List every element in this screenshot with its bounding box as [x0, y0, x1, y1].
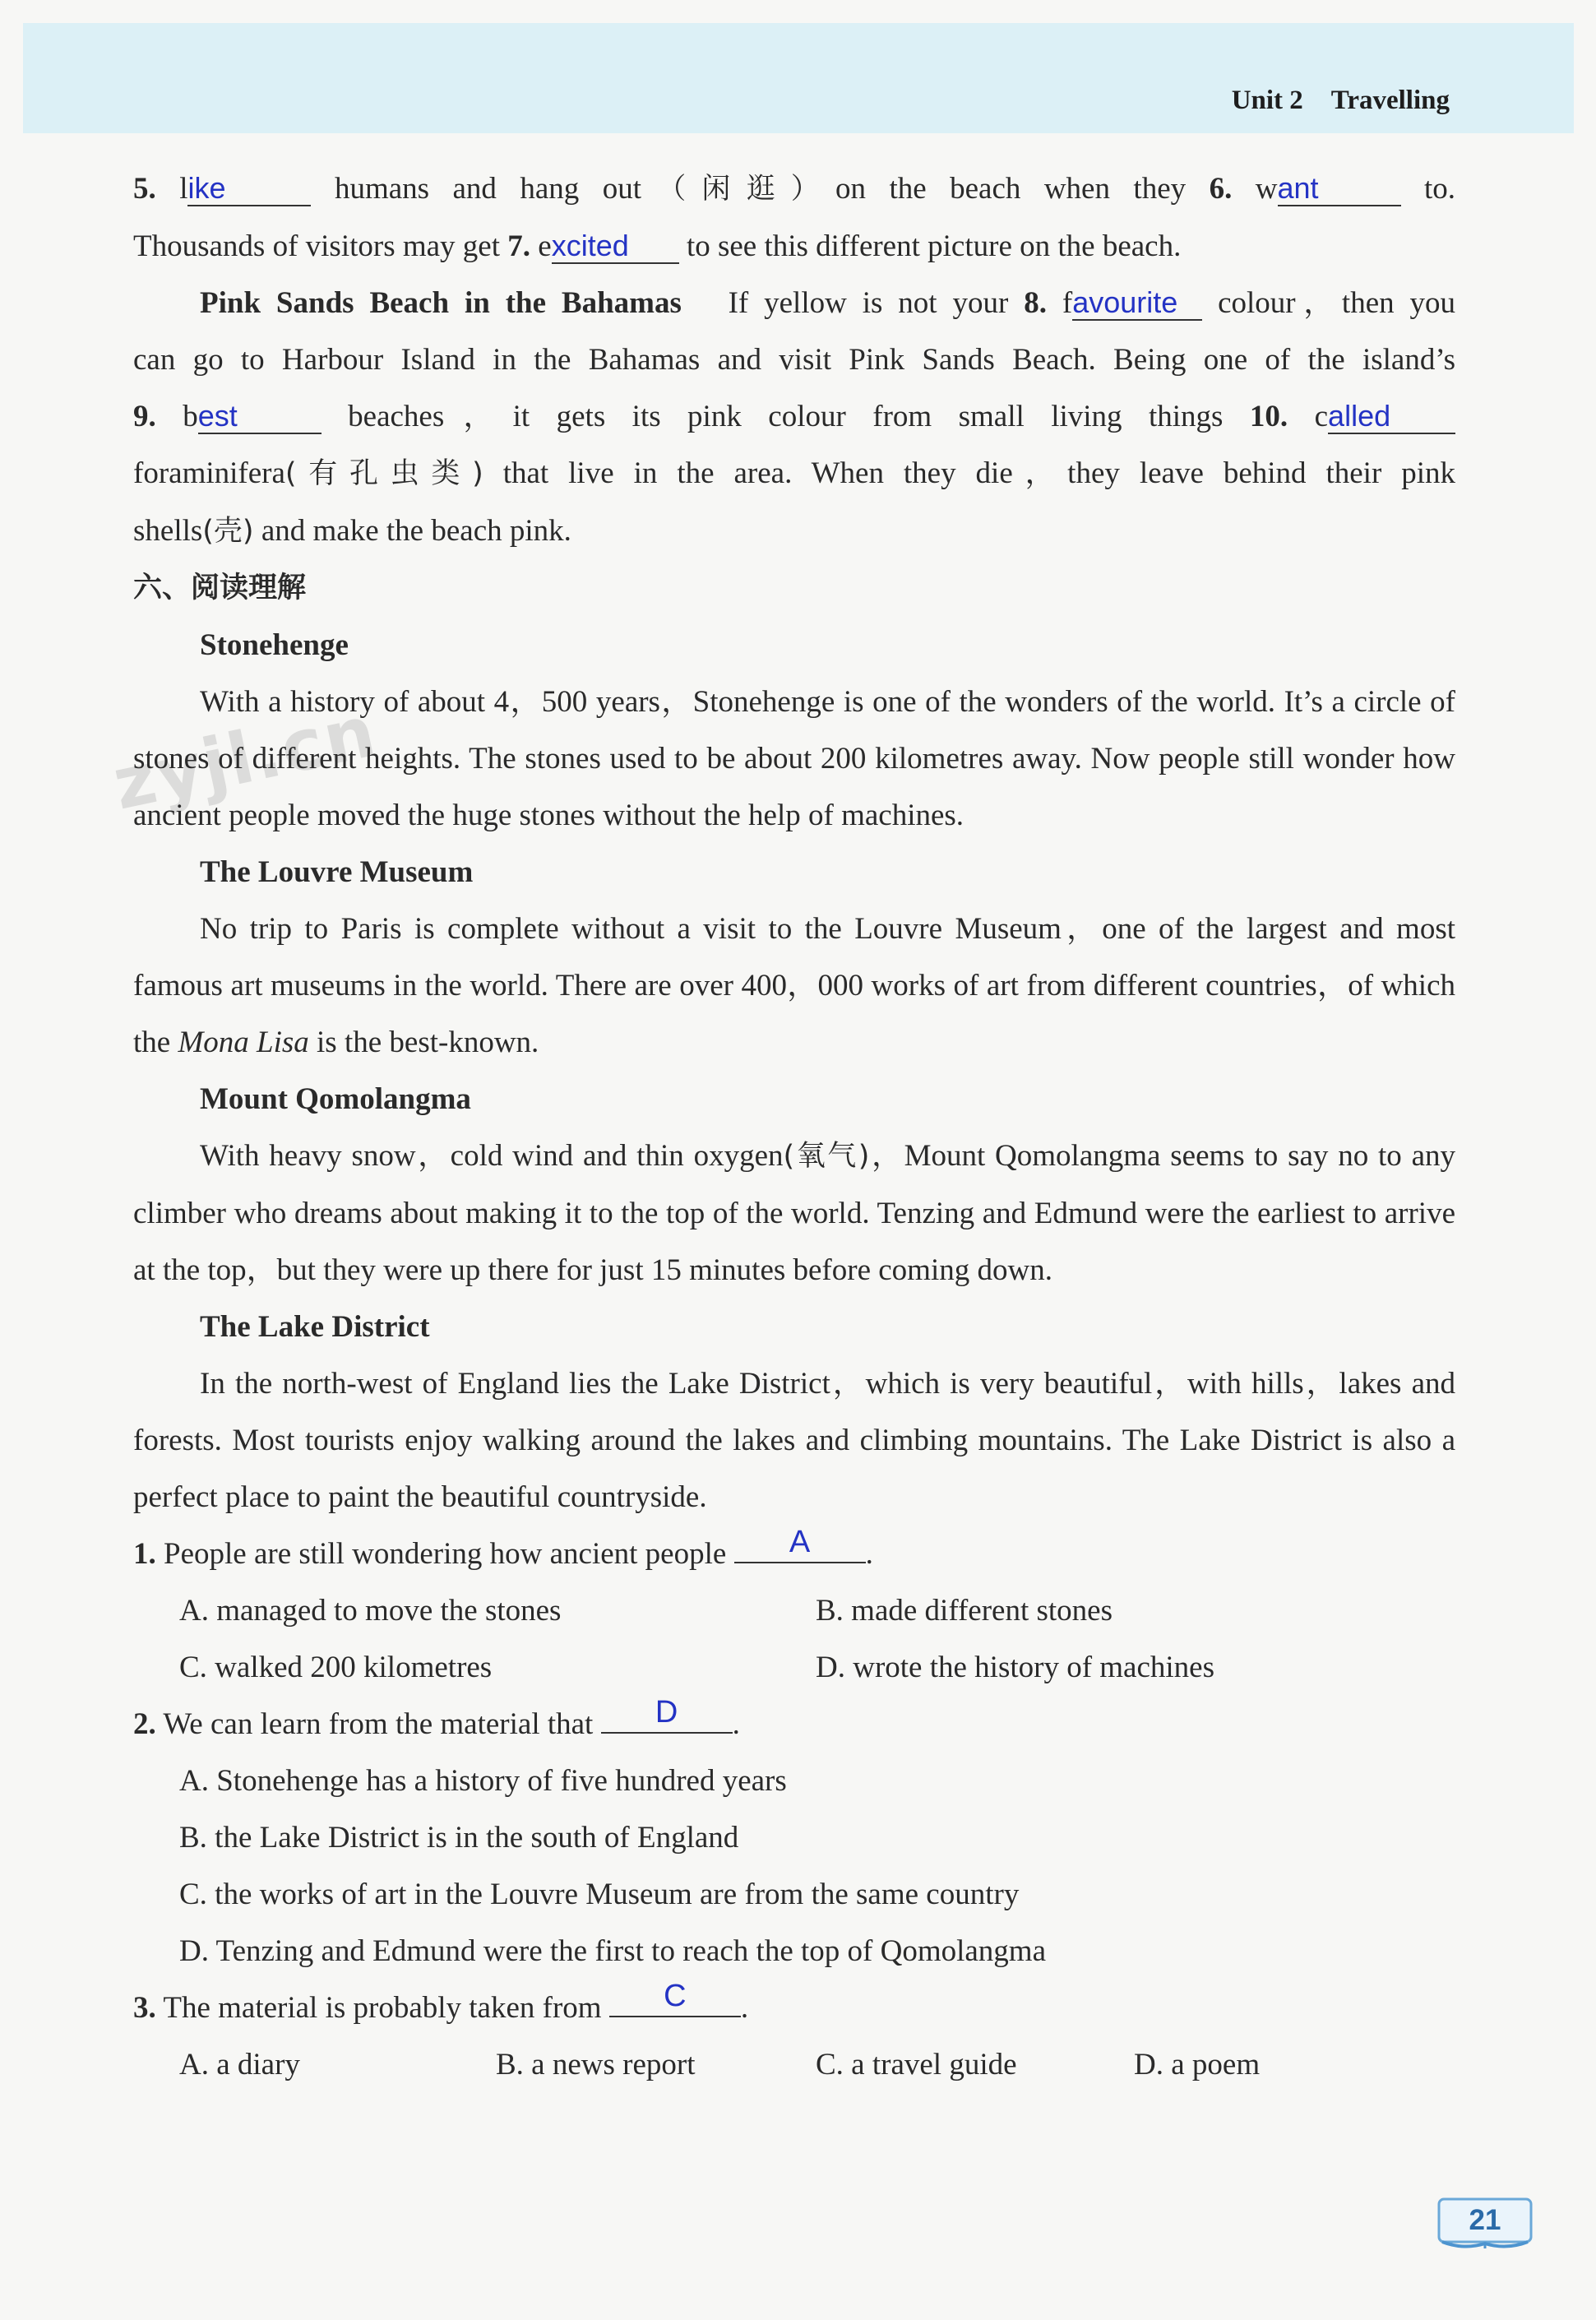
option-3c[interactable]: C. a travel guide — [816, 2048, 1017, 2082]
question-1-options-row2 — [179, 1639, 1455, 1696]
passage-louvre: No trip to Paris is complete without a visit to the Louvre Museum，one of the largest and most famous art museums in the world. There are over 400，000 works of art from different countries，of which the Mona Lisa is the best-known. — [133, 912, 1455, 1059]
passage-heading-qomolangma: Mount Qomolangma — [200, 1082, 471, 1116]
answer-blank-2[interactable]: D — [601, 1699, 733, 1734]
question-1-options — [179, 1582, 1455, 1639]
passage-heading-louvre: The Louvre Museum — [200, 855, 474, 889]
section-6-title: 六、阅读理解 — [133, 572, 307, 604]
unit-title: Travelling — [1330, 86, 1450, 115]
question-2: 2. We can learn from the material that D . — [133, 1695, 740, 1741]
question-3: 3. The material is probably taken from C . — [133, 1979, 749, 2025]
page-number-badge — [1436, 2196, 1534, 2253]
pink-sands-heading: Pink Sands Beach in the Bahamas — [200, 286, 682, 320]
option-2a[interactable]: A. Stonehenge has a history of five hundred years — [179, 1764, 787, 1798]
cloze-line-3: Pink Sands Beach in the Bahamas If yellow is not your 8. favourite colour，then you — [200, 285, 1456, 320]
question-3-options — [179, 2036, 1455, 2093]
cloze-line-1: 5. like humans and hang out（闲逛）on the beach when they 6. want to. — [133, 171, 1455, 206]
option-1b[interactable]: B. made different stones — [816, 1594, 1113, 1628]
unit-label: Unit 2 — [1231, 86, 1303, 115]
cloze-line-6: foraminifera(有孔虫类) that live in the area. When they die，they leave behind their pink — [133, 456, 1456, 490]
blank-5[interactable]: ike — [187, 172, 311, 206]
watermark: zyjl.cn — [106, 690, 384, 827]
option-1d[interactable]: D. wrote the history of machines — [816, 1651, 1214, 1684]
blank-10[interactable]: alled — [1328, 400, 1455, 434]
passage-heading-stonehenge: Stonehenge — [200, 628, 349, 662]
answer-blank-3[interactable]: C — [609, 1983, 741, 2017]
blank-8[interactable]: avourite — [1072, 286, 1202, 321]
option-3a[interactable]: A. a diary — [179, 2048, 300, 2082]
blank-6[interactable]: ant — [1278, 172, 1401, 206]
cloze-line-2: Thousands of visitors may get 7. excited to see this different picture on the beach. — [133, 229, 1182, 263]
page-content — [133, 160, 1455, 2093]
cloze-line-7: shells(壳) and make the beach pink. — [133, 514, 571, 548]
passage-lake-district: In the north-west of England lies the Lake District，which is very beautiful，with hills，lakes and forests. Most tourists enjoy walking around the lakes and climbing mountains. The Lake District is also a perfect place to paint the beautiful countryside. — [133, 1367, 1455, 1514]
running-header — [1232, 86, 1450, 116]
blank-7[interactable]: xcited — [552, 229, 679, 264]
option-3d[interactable]: D. a poem — [1134, 2048, 1261, 2082]
option-2c[interactable]: C. the works of art in the Louvre Museum are from the same country — [179, 1878, 1020, 1911]
header-band — [23, 23, 1574, 133]
cloze-line-4: can go to Harbour Island in the Bahamas and visit Pink Sands Beach. Being one of the island’s — [133, 343, 1455, 377]
option-2d[interactable]: D. Tenzing and Edmund were the first to reach the top of Qomolangma — [179, 1934, 1047, 1968]
passage-heading-lake-district: The Lake District — [200, 1310, 430, 1344]
passage-stonehenge: With a history of about 4，500 years，Stonehenge is one of the wonders of the world. It’s a circle of stones of different heights. The stones used to be about 200 kilometres away. Now people still wonder how ancient people moved the huge stones without the help of machines. — [133, 685, 1455, 832]
option-2b[interactable]: B. the Lake District is in the south of England — [179, 1821, 739, 1855]
answer-blank-1[interactable]: A — [734, 1529, 866, 1563]
question-1: 1. People are still wondering how ancient people A . — [133, 1525, 873, 1571]
blank-9[interactable]: est — [198, 400, 322, 434]
option-3b[interactable]: B. a news report — [496, 2048, 696, 2082]
option-1c[interactable]: C. walked 200 kilometres — [179, 1651, 493, 1684]
page-number: 21 — [1469, 2204, 1501, 2236]
passage-qomolangma: With heavy snow，cold wind and thin oxygen(氧气)，Mount Qomolangma seems to say no to any climber who dreams about making it to the top of the world. Tenzing and Edmund were the earliest to arrive at the top，but they were up there for just 15 minutes before coming down. — [133, 1139, 1455, 1287]
option-1a[interactable]: A. managed to move the stones — [179, 1594, 562, 1628]
cloze-line-5: 9. best beaches，it gets its pink colour from small living things 10. called — [133, 388, 1455, 445]
